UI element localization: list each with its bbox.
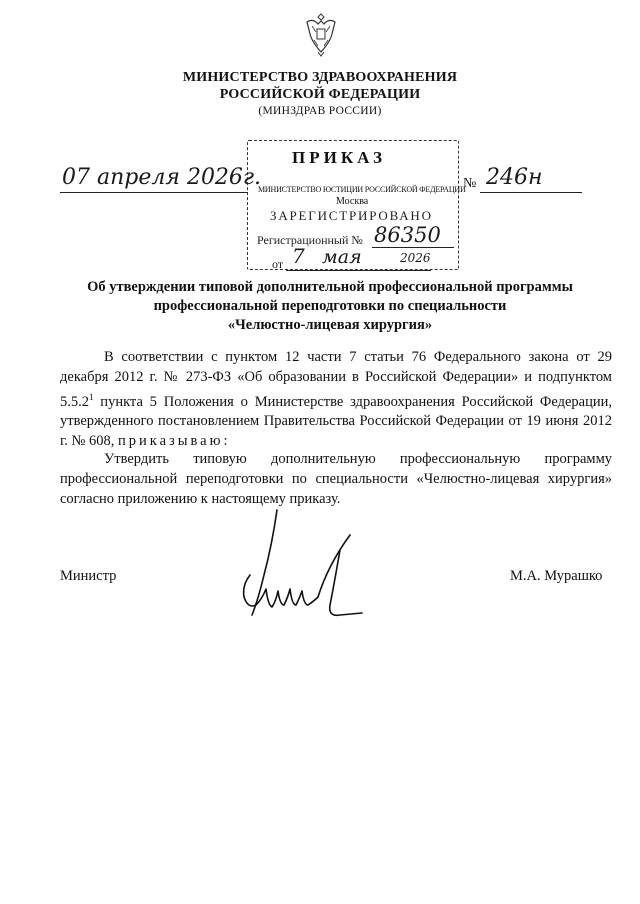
stamp-registered: ЗАРЕГИСТРИРОВАНО xyxy=(270,208,433,223)
stamp-ministry-justice: МИНИСТЕРСТВО ЮСТИЦИИ РОССИЙСКОЙ ФЕДЕРАЦИИ xyxy=(258,185,466,194)
ministry-name-line1: МИНИСТЕРСТВО ЗДРАВООХРАНЕНИЯ xyxy=(182,70,458,85)
handwritten-signature xyxy=(222,505,372,635)
coat-of-arms-icon xyxy=(304,12,338,58)
signatory-position: Министр xyxy=(60,568,117,584)
stamp-date-year: 2026 xyxy=(400,251,431,265)
stamp-reg-label: Регистрационный № xyxy=(257,233,363,247)
paragraph-decision-text: Утвердить типовую дополнительную профессиональную программу профессиональной переподготовки по специальности «Челюстно-лицевая хирургия» согласно приложению к настоящему приказу. xyxy=(60,451,612,507)
order-number-sign: № xyxy=(463,176,477,191)
ministry-short-name: (МИНЗДРАВ РОССИИ) xyxy=(258,105,382,117)
paragraph-basis-text2: пункта 5 Положения о Министерстве здравоохранения Российской Федерации, утвержденного постановлением Правительства Российской Федерации от 19 июня 2012 г. № 608, xyxy=(60,393,612,450)
paragraph-decision xyxy=(60,450,612,509)
stamp-date-underline xyxy=(286,270,431,271)
title-line: Об утверждении типовой дополнительной профессиональной программы xyxy=(87,279,573,295)
order-command: приказываю: xyxy=(118,433,231,450)
footnote-sup: 1 xyxy=(89,391,94,402)
stamp-date-month: мая xyxy=(322,246,362,268)
stamp-reg-underline xyxy=(372,247,454,248)
order-number: 246н xyxy=(486,165,543,190)
ministry-name-line2: РОССИЙСКОЙ ФЕДЕРАЦИИ xyxy=(219,87,421,102)
stamp-city: Москва xyxy=(336,196,369,207)
order-date-underline xyxy=(60,192,248,193)
paragraph-basis xyxy=(60,348,612,452)
stamp-reg-number: 86350 xyxy=(374,223,441,247)
paragraph-basis-text: В соответствии с пунктом 12 части 7 статьи 76 Федерального закона от 29 декабря 2012 г. № 273-ФЗ «Об образовании в Российской Федерации» и подпунктом 5.5.2 xyxy=(60,349,612,410)
document-title xyxy=(60,278,600,335)
title-line: «Челюстно-лицевая хирургия» xyxy=(227,317,433,333)
order-number-underline xyxy=(480,192,582,193)
title-line: профессиональной переподготовки по специальности xyxy=(153,298,507,314)
order-title: ПРИКАЗ xyxy=(292,148,386,167)
stamp-date-day: 7 xyxy=(292,244,305,268)
order-date: 07 апреля 2026г. xyxy=(62,165,262,190)
stamp-date-label: от xyxy=(272,257,284,271)
signatory-name: М.А. Мурашко xyxy=(510,568,603,584)
